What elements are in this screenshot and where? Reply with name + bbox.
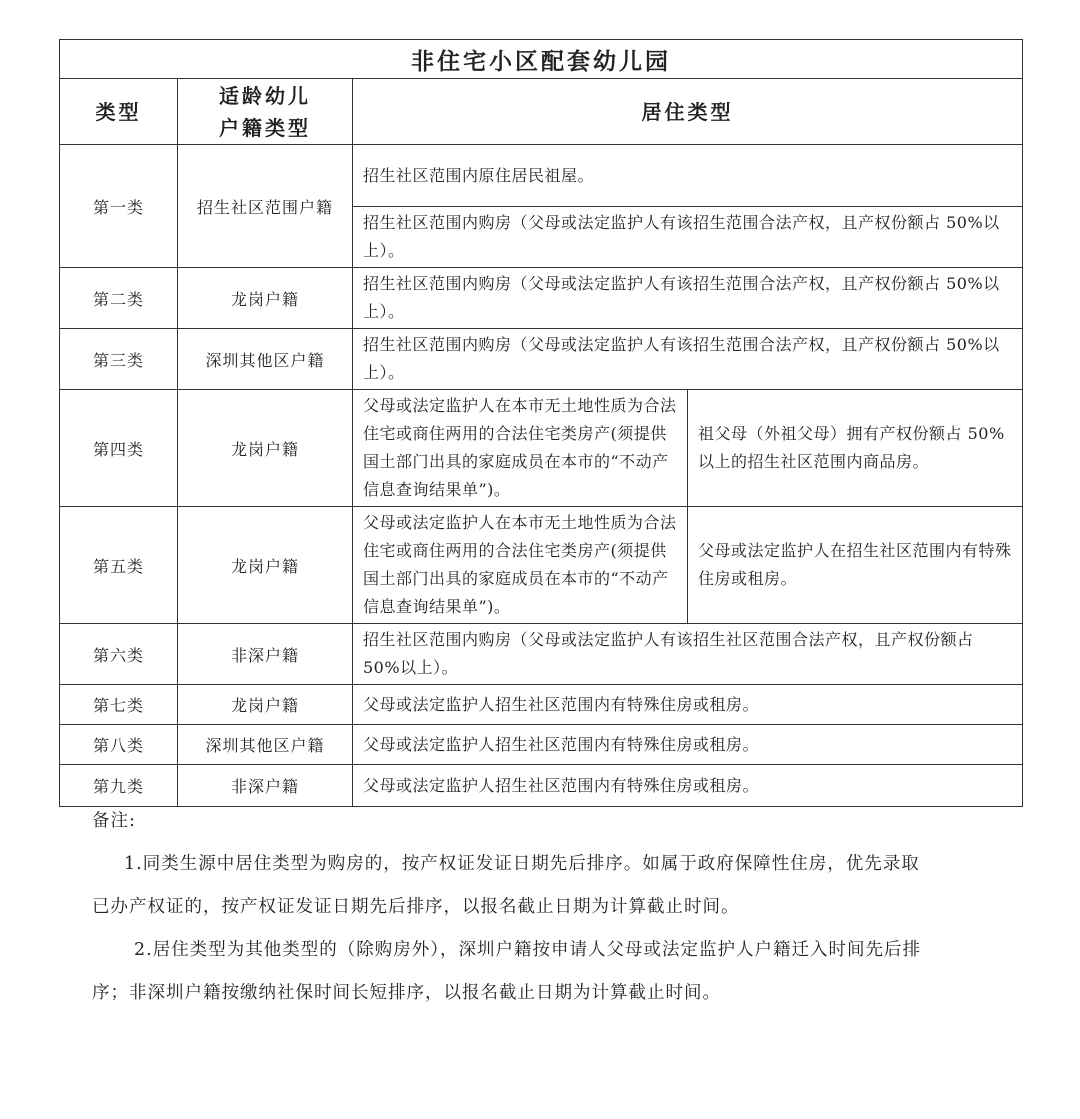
table-row: [60, 268, 1023, 329]
header-hukou-line1: 适龄幼儿: [219, 83, 311, 108]
table-row: [60, 725, 1023, 765]
note-item: 2.居住类型为其他类型的（除购房外），深圳户籍按申请人父母或法定监护人户籍迁入时间先后排序；非深圳户籍按缴纳社保时间长短排序，以报名截止日期为计算截止时间。: [92, 940, 921, 1003]
row-type: 第二类: [60, 268, 178, 329]
header-residence: 居住类型: [353, 79, 1023, 145]
row-residence: 父母或法定监护人招生社区范围内有特殊住房或租房。: [353, 765, 1023, 807]
row-hukou: 招生社区范围户籍: [178, 145, 353, 268]
row-residence-right: 父母或法定监护人在招生社区范围内有特殊住房或租房。: [688, 507, 1023, 624]
row-residence: 招生社区范围内购房（父母或法定监护人有该招生范围合法产权，且产权份额占 50%以上）。: [353, 268, 1023, 329]
row-type: 第七类: [60, 685, 178, 725]
note-item: 1.同类生源中居住类型为购房的，按产权证发证日期先后排序。如属于政府保障性住房，优先录取已办产权证的，按产权证发证日期先后排序，以报名截止日期为计算截止时间。: [92, 854, 920, 917]
row-hukou: 龙岗户籍: [178, 268, 353, 329]
row-hukou: 非深户籍: [178, 624, 353, 685]
row-hukou: 龙岗户籍: [178, 685, 353, 725]
row-hukou: 深圳其他区户籍: [178, 329, 353, 390]
row-residence: 招生社区范围内原住居民祖屋。: [353, 145, 1023, 207]
row-residence: 招生社区范围内购房（父母或法定监护人有该招生范围合法产权，且产权份额占 50%以上）。: [353, 207, 1023, 268]
row-hukou: 龙岗户籍: [178, 507, 353, 624]
table-row: [60, 624, 1023, 685]
enrollment-table: [59, 39, 1022, 807]
row-hukou: 龙岗户籍: [178, 390, 353, 507]
row-hukou: 非深户籍: [178, 765, 353, 807]
header-hukou-line2: 户籍类型: [219, 115, 311, 140]
row-type: 第六类: [60, 624, 178, 685]
table-row: [60, 507, 1023, 624]
header-type: 类型: [60, 79, 178, 145]
row-residence-left: 父母或法定监护人在本市无土地性质为合法住宅或商住两用的合法住宅类房产(须提供国土部门出具的家庭成员在本市的“不动产信息查询结果单”)。: [353, 390, 688, 507]
row-type: 第三类: [60, 329, 178, 390]
row-residence: 招生社区范围内购房（父母或法定监护人有该招生范围合法产权，且产权份额占 50%以上）。: [353, 329, 1023, 390]
row-residence: 招生社区范围内购房（父母或法定监护人有该招生社区范围合法产权，且产权份额占 50%以上）。: [353, 624, 1023, 685]
table-row: [60, 145, 1023, 207]
notes-heading: 备注:: [92, 811, 136, 831]
table-title: 非住宅小区配套幼儿园: [60, 40, 1023, 79]
row-type: 第九类: [60, 765, 178, 807]
row-type: 第四类: [60, 390, 178, 507]
row-type: 第八类: [60, 725, 178, 765]
row-residence-right: 祖父母（外祖父母）拥有产权份额占 50%以上的招生社区范围内商品房。: [688, 390, 1023, 507]
table-row: [60, 329, 1023, 390]
row-residence-left: 父母或法定监护人在本市无土地性质为合法住宅或商住两用的合法住宅类房产(须提供国土部门出具的家庭成员在本市的“不动产信息查询结果单”)。: [353, 507, 688, 624]
row-hukou: 深圳其他区户籍: [178, 725, 353, 765]
row-type: 第一类: [60, 145, 178, 268]
table-row: [60, 390, 1023, 507]
table-row: [60, 685, 1023, 725]
row-type: 第五类: [60, 507, 178, 624]
header-hukou: [178, 79, 353, 145]
row-residence: 父母或法定监护人招生社区范围内有特殊住房或租房。: [353, 725, 1023, 765]
notes-section: [92, 800, 932, 1015]
row-residence: 父母或法定监护人招生社区范围内有特殊住房或租房。: [353, 685, 1023, 725]
